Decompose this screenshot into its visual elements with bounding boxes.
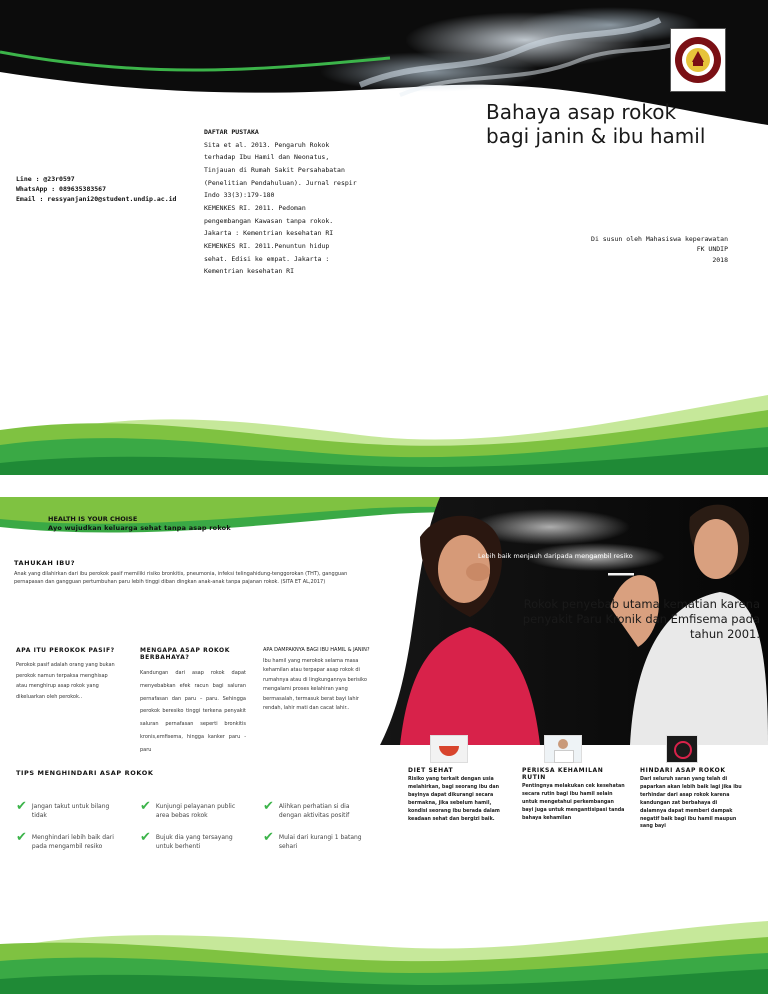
box-heading: DIET SEHAT — [408, 767, 454, 774]
tip-box-diet — [408, 735, 508, 823]
box-heading: PERIKSA KEHAMILAN RUTIN — [522, 767, 604, 781]
box-text: Risiko yang terkait dengan usia melahirkan, bagi seorang ibu dan bayinya dapat dikurangi secara bermakna, jika sebelum hamil, kondisi seorang ibu berada dalam keadaan sehat dan bergizi baik. — [408, 777, 500, 822]
tips-heading: TIPS MENGHINDARI ASAP ROKOK — [16, 769, 154, 777]
checkmark-icon: ✔ — [16, 799, 27, 814]
reference-line: Kementrian kesehatan RI — [204, 267, 295, 276]
banner-label: HEALTH IS YOUR CHOISE — [48, 515, 138, 523]
doctor-icon — [544, 735, 582, 763]
column-text: Ibu hamil yang merokok selama masa kehamilan atau terpapar asap rokok di rumahnya atau di lingkungannya berisiko mengalami proses kelahiran yang bermasalah, termasuk berat bayi lahir rendah, lahir mati dan cacat lahir.. — [263, 657, 367, 711]
tip-item — [16, 830, 126, 852]
tip-text: Jangan takut untuk bilang tidak — [31, 803, 110, 820]
reference-line: terhadap Ibu Hamil dan Neonatus, — [204, 153, 330, 162]
info-column-3 — [263, 647, 373, 714]
tahukah-text: Anak yang dilahirkan dari ibu perokok pasif memiliki risiko bronkitis, pneumonia, infeksi telingahidung-tenggorokan (THT), gangguan pernapasan dan gangguan pertumbuhan paru lebih tinggi diban dingkan anak-anak tanpa pajanan rokok. (SITA ET AL,2017) — [14, 571, 348, 585]
author-line-2: FK UNDIP — [696, 245, 728, 254]
column-heading: APA DAMPAKNYA BAGI IBU HAMIL & JANIN? — [263, 647, 370, 653]
food-icon — [430, 735, 468, 763]
tip-item — [140, 830, 250, 852]
tip-text: Alihkan perhatian si dia dengan aktivitas positif — [278, 803, 350, 820]
tip-item — [263, 830, 373, 852]
reference-line: Tinjauan di Rumah Sakit Persahabatan — [204, 166, 345, 175]
tahukah-heading: TAHUKAH IBU? — [14, 559, 76, 567]
checkmark-icon: ✔ — [263, 830, 274, 845]
box-text: Dari seluruh saran yang telah di paparkan akan lebih baik lagi jika ibu terhindar dari asap rokok karena kandungan zat berbahaya di dalamnya dapat memberi dampak negatif baik bagi ibu hamil maupun sang bayi — [640, 777, 742, 830]
checkmark-icon: ✔ — [16, 830, 27, 845]
checkmark-icon: ✔ — [140, 830, 151, 845]
reference-line: Sita et al. 2013. Pengaruh Rokok — [204, 140, 330, 149]
tip-text: Kunjungi pelayanan public area bebas rokok — [155, 803, 236, 820]
photo-fact: Rokok penyebab utama kematian karena penyakit Paru Kronik dan Emfisema pada tahun 2001. — [522, 597, 760, 641]
reference-line: pengembangan Kawasan tanpa rokok. — [204, 216, 334, 225]
university-logo — [670, 28, 726, 92]
info-column-1 — [16, 647, 116, 702]
tip-box-checkup — [522, 735, 626, 823]
reference-line: KEMENKES RI. 2011. Pedoman — [204, 204, 306, 213]
author-line-3: 2018 — [712, 255, 728, 264]
contact-line: Line : @23r0597 — [16, 175, 75, 183]
reference-line: sehat. Edisi ke empat. Jakarta : — [204, 254, 330, 263]
brochure-page-1 — [0, 0, 768, 475]
checkmark-icon: ✔ — [140, 799, 151, 814]
reference-line: (Penelitian Pendahuluan). Jurnal respir — [204, 178, 357, 187]
tip-item — [140, 799, 250, 821]
bottom-green-waves-2 — [0, 909, 768, 994]
tip-item — [16, 799, 126, 821]
tip-text: Mulai dari kurangi 1 batang sehari — [278, 834, 362, 851]
reference-line: KEMENKES RI. 2011.Penuntun hidup — [204, 242, 330, 251]
no-smoking-icon — [666, 735, 698, 763]
column-text: Perokok pasif adalah orang yang bukan perokok namun terpaksa menghisap atau menghirup asap rokok yang dikeluarkan oleh perokok.. — [16, 662, 115, 700]
checkmark-icon: ✔ — [263, 799, 274, 814]
column-heading: MENGAPA ASAP ROKOK BERBAHAYA? — [140, 647, 230, 661]
brochure-page-2 — [0, 497, 768, 994]
tip-box-avoid-smoke — [640, 735, 744, 831]
tip-text: Menghindari lebih baik dari pada mengambil resiko — [31, 834, 114, 851]
reference-line: Jakarta : Kementrian kesehatan RI — [204, 229, 334, 238]
info-column-2 — [140, 647, 246, 756]
brochure-title: Bahaya asap rokok bagi janin & ibu hamil — [486, 100, 706, 148]
column-heading: APA ITU PEROKOK PASIF? — [16, 647, 115, 654]
column-text: Kandungan dari asap rokok dapat menyebabkan efek racun bagi saluran pernafasan dan paru – paru. Sehingga perokok beresiko tinggi terkena penyakit saluran pernafasan seperti bronkitis kronis,emfisema, hingga kanker paru - paru — [140, 670, 246, 753]
tahukah-section — [14, 559, 374, 586]
tip-item — [263, 799, 373, 821]
references-heading: DAFTAR PUSTAKA — [204, 128, 259, 136]
contact-email: Email : ressyanjani20@student.undip.ac.id — [16, 195, 177, 204]
box-text: Pentingnya melakukan cek kesehatan secara rutin bagi ibu hamil selain untuk mengetahui perkembangan bayi juga untuk mengantisipasi tanda bahaya kehamilan — [522, 784, 625, 821]
author-block — [591, 234, 728, 265]
author-line-1: Di susun oleh Mahasiswa keperawatan — [591, 235, 728, 243]
contact-whatsapp: WhatsApp : 089635383567 — [16, 185, 107, 194]
banner-tagline: Ayo wujudkan keluarga sehat tanpa asap rokok — [48, 524, 231, 532]
tip-text: Bujuk dia yang tersayang untuk berhenti — [155, 834, 233, 851]
banner — [0, 513, 420, 543]
photo-caption: Lebih baik menjauh daripada mengambil resiko — [478, 552, 633, 560]
bottom-green-waves — [0, 385, 768, 475]
references-block — [204, 126, 384, 278]
box-heading: HINDARI ASAP ROKOK — [640, 767, 726, 774]
reference-line: Indo 33(3):179-180 — [204, 191, 275, 200]
contact-block — [16, 174, 176, 204]
